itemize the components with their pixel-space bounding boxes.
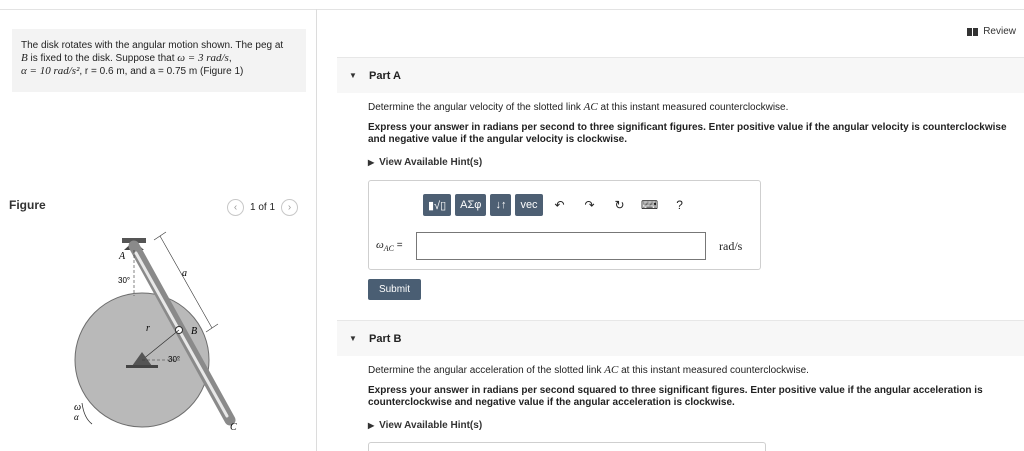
arrows-button[interactable]: ↓↑ bbox=[490, 194, 511, 216]
vector-button[interactable]: vec bbox=[515, 194, 542, 216]
label-omega: ω bbox=[74, 402, 82, 413]
figure-page-count: 1 of 1 bbox=[250, 202, 276, 213]
figure-pager bbox=[227, 199, 298, 216]
previous-figure-button[interactable]: ‹ bbox=[227, 199, 244, 216]
link-variable: AC bbox=[604, 364, 619, 376]
label-angle-1: 30° bbox=[118, 276, 131, 285]
part-a-answer-box bbox=[368, 180, 761, 270]
column-divider bbox=[316, 9, 317, 451]
center-base bbox=[126, 365, 158, 368]
part-b-header[interactable] bbox=[337, 320, 1024, 356]
link-variable: AC bbox=[583, 101, 598, 113]
next-figure-button[interactable]: › bbox=[281, 199, 298, 216]
label-r: r bbox=[146, 323, 150, 334]
label-a-point: A bbox=[119, 251, 126, 262]
omega-value: ω = 3 rad/s bbox=[177, 52, 229, 64]
submit-button[interactable]: Submit bbox=[368, 279, 421, 300]
answer-variable-label: $\omega_{AC}$ = bbox=[376, 239, 403, 253]
a-value: , and a = 0.75 m bbox=[124, 66, 198, 77]
greek-button[interactable]: ΑΣφ bbox=[455, 194, 486, 216]
part-a-hint-label: View Available Hint(s) bbox=[379, 157, 483, 168]
reset-icon[interactable]: ↻ bbox=[614, 198, 625, 212]
answer-unit: rad/s bbox=[719, 239, 743, 253]
top-divider bbox=[0, 9, 1024, 10]
part-b-instructions: Express your answer in radians per second squared to three significant figures. Enter positive value if the angular acceleration is counterclockwise and negative value if the angular acceleration is clockwise. bbox=[368, 385, 983, 408]
part-a-title: Part A bbox=[369, 69, 401, 82]
rotation-arrow bbox=[82, 403, 92, 424]
problem-line-3 bbox=[21, 65, 306, 78]
answer-input[interactable] bbox=[416, 232, 706, 260]
part-b-prompt: Determine the angular acceleration of the slotted link AC at this instant measured counterclockwise. bbox=[368, 364, 809, 376]
label-b-point: B bbox=[191, 326, 198, 337]
review-icon bbox=[967, 28, 979, 36]
label-angle-2: 30° bbox=[168, 355, 181, 364]
peg-variable: B bbox=[21, 52, 28, 64]
part-a-instructions: Express your answer in radians per second to three significant figures. Enter positive value if the angular velocity is counterclockwise and negative value if the angular velocity is clockwise. bbox=[368, 122, 1007, 145]
r-value: , r = 0.6 m bbox=[79, 66, 125, 77]
review-link[interactable] bbox=[967, 26, 1016, 37]
keyboard-icon[interactable]: ⌨ bbox=[640, 198, 659, 212]
label-c-point: C bbox=[230, 422, 237, 433]
help-icon[interactable]: ? bbox=[676, 198, 683, 212]
part-a-header[interactable] bbox=[337, 57, 1024, 93]
collapse-caret-icon: ▼ bbox=[349, 71, 357, 80]
figure-link[interactable]: (Figure 1) bbox=[200, 66, 244, 77]
math-toolbar bbox=[423, 194, 693, 216]
alpha-value: α = 10 rad/s² bbox=[21, 65, 80, 77]
review-label: Review bbox=[983, 26, 1016, 37]
label-alpha: α bbox=[74, 412, 79, 422]
mechanism-diagram bbox=[62, 228, 262, 438]
problem-statement bbox=[12, 29, 306, 92]
figure-heading: Figure bbox=[9, 198, 46, 212]
expand-triangle-icon: ▶ bbox=[368, 158, 375, 167]
part-a-prompt: Determine the angular velocity of the slotted link AC at this instant measured counterclockwise. bbox=[368, 101, 789, 113]
templates-button[interactable]: ▮√▯ bbox=[423, 194, 451, 216]
collapse-caret-icon: ▼ bbox=[349, 334, 357, 343]
problem-line-1: The disk rotates with the angular motion shown. The peg at bbox=[21, 40, 284, 51]
problem-line-2: B is fixed to the disk. Suppose that ω = 3 rad/s, bbox=[21, 52, 232, 64]
part-b-hint-toggle[interactable] bbox=[368, 420, 482, 431]
part-a-hint-toggle[interactable] bbox=[368, 157, 482, 168]
part-b-answer-box bbox=[368, 442, 766, 451]
redo-icon[interactable]: ↷ bbox=[584, 198, 595, 212]
expand-triangle-icon: ▶ bbox=[368, 421, 375, 430]
part-b-title: Part B bbox=[369, 332, 402, 345]
undo-icon[interactable]: ↶ bbox=[554, 198, 565, 212]
label-dimension-a: a bbox=[182, 268, 187, 279]
part-b-hint-label: View Available Hint(s) bbox=[379, 420, 483, 431]
